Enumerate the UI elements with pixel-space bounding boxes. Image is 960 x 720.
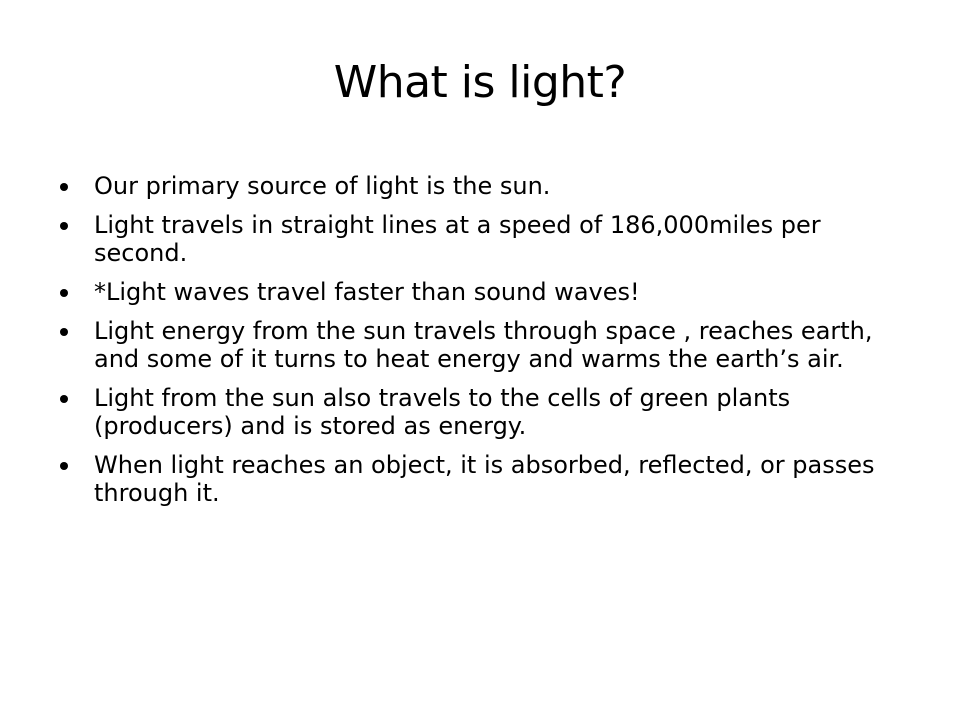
bullet-list	[58, 172, 908, 518]
bullet-item	[58, 317, 908, 373]
bullet-item	[58, 211, 908, 267]
bullet-text: Our primary source of light is the sun.	[94, 172, 551, 200]
bullet-dot-icon	[60, 395, 68, 403]
bullet-text: Light travels in straight lines at a speed of 186,000miles per second.	[94, 211, 821, 267]
bullet-text: When light reaches an object, it is absorbed, reflected, or passes through it.	[94, 451, 875, 507]
bullet-dot-icon	[60, 328, 68, 336]
bullet-text: *Light waves travel faster than sound waves!	[94, 278, 640, 306]
bullet-text: Light from the sun also travels to the cells of green plants (producers) and is stored as energy.	[94, 384, 791, 440]
bullet-item	[58, 172, 908, 200]
bullet-dot-icon	[60, 462, 68, 470]
bullet-item	[58, 278, 908, 306]
slide-title: What is light?	[333, 57, 627, 108]
bullet-dot-icon	[60, 222, 68, 230]
bullet-dot-icon	[60, 183, 68, 191]
bullet-item	[58, 384, 908, 440]
bullet-text: Light energy from the sun travels through space , reaches earth, and some of it turns to heat energy and warms the earth’s air.	[94, 317, 873, 373]
bullet-dot-icon	[60, 289, 68, 297]
bullet-item	[58, 451, 908, 507]
